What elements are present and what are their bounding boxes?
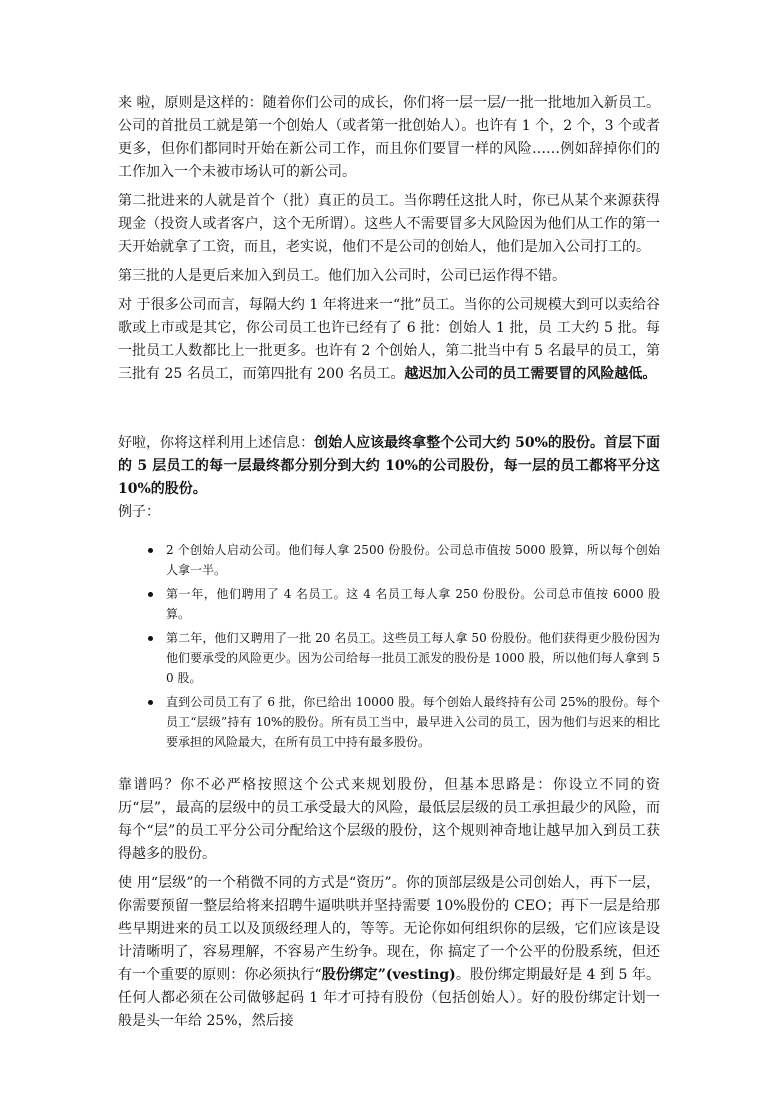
paragraph-risk-emphasis: 越迟加入公司的员工需要冒的风险越低。 <box>404 366 657 382</box>
paragraph-founders: 来 啦，原则是这样的：随着你们公司的成长，你们将一层一层/一批一批地加入新员工。公司的首批员工就是第一个创始人（或者第一批创始人）。也许有 1 个，2 个，3 个或者更多，但你们都同时开始在新公司工作，而且你们要冒一样的风险……例如辞掉你们的工作加入一个未被市场认可的新公司。 <box>118 95 660 180</box>
bullet-dot <box>148 548 153 553</box>
list-item-text: 2 个创始人启动公司。他们每人拿 2500 份股份。公司总市值按 5000 股算，所以每个创始人拿一半。 <box>166 543 660 577</box>
bullet-dot <box>148 636 153 641</box>
paragraph-equity-intro: 好啦，你将这样利用上述信息： <box>118 435 315 451</box>
list-item-text: 第二年，他们又聘用了一批 20 名员工。这些员工每人拿 50 份股份。他们获得更少股份因为他们要承受的风险更少。因为公司给每一批员工派发的股份是 1000 股，所以他们每人拿到 50 股。 <box>166 631 660 685</box>
list-item <box>148 628 660 688</box>
paragraph-equity-founders: 创始人应该最终拿整个公司大约 50%的股份。 <box>314 435 604 451</box>
example-label: 例子： <box>118 504 160 520</box>
list-item <box>148 540 660 580</box>
bullet-dot <box>148 700 153 705</box>
paragraph-second-batch: 第二批进来的人就是首个（批）真正的员工。当你聘任这批人时，你已从某个来源获得现金（投资人或者客户，这个无所谓）。这些人不需要冒多大风险因为他们从工作的第一天开始就拿了工资，而且，老实说，他们不是公司的创始人，他们是加入公司打工的。 <box>118 193 660 255</box>
paragraph-vesting-text: 使 用“层级”的一个稍微不同的方式是“资历”。你的顶部层级是公司创始人，再下一层，你需要预留一整层给将来招聘牛逼哄哄并坚持需要 10%股份的 CEO；再下一层是给那些早期进来的员工以及顶级经理人的，等等。无论你如何组织你的层级，它们应该是设计清晰明了，容易理解，不容易产生纷争。现在，你 搞定了一个公平的份股系统，但还有一个重要的原则：你必须执行“ <box>118 875 660 983</box>
bullet-dot <box>148 592 153 597</box>
paragraph-vesting-term: 股份绑定”(vesting) <box>321 967 456 983</box>
list-item <box>148 584 660 624</box>
document-page <box>118 92 660 1039</box>
example-list <box>118 540 660 752</box>
paragraph-seniority-layers: 靠谱吗？你不必严格按照这个公式来规划股份，但基本思路是：你设立不同的资历“层”，最高的层级中的员工承受最大的风险，最低层层级的员工承担最少的风险，而每个“层”的员工平分公司分配给这个层级的股份，这个规则神奇地让越早加入到员工获得越多的股份。 <box>118 777 660 862</box>
paragraph-third-batch: 第三批的人是更后来加入到员工。他们加入公司时，公司已运作得不错。 <box>118 268 566 284</box>
paragraph-equity-layers: 首层下面的 5 层员工的每一层最终都分别分到大约 10%的公司股份，每一层的员工都将平分这 10%的股份。 <box>118 435 660 497</box>
paragraph-vesting-tail: 。股份绑定期最好是 4 到 5 年。任何人都必须在公司做够起码 1 年才可持有股份（包括创始人）。好的股份绑定计划一般是头一年给 25%，然后接 <box>118 967 660 1029</box>
list-item <box>148 692 660 752</box>
list-item-text: 第一年，他们聘用了 4 名员工。这 4 名员工每人拿 250 份股份。公司总市值按 6000 股算。 <box>166 587 660 621</box>
paragraph-vesting <box>118 872 660 1033</box>
list-item-text: 直到公司员工有了 6 批，你已给出 10000 股。每个创始人最终持有公司 25%的股份。每个员工“层级”持有 10%的股份。所有员工当中，最早进入公司的员工，因为他们与迟来的相比要承担的风险最大，在所有员工中持有最多股份。 <box>166 695 660 749</box>
paragraph-batches-text: 对 于很多公司而言，每隔大约 1 年将进来一“批”员工。当你的公司规模大到可以卖给谷歌或上市或是其它，你公司员工也许已经有了 6 批：创始人 1 批，员 工大约 5 批。每一批员工人数都比上一批更多。也许有 2 个创始人，第二批当中有 5 名最早的员工，第三批有 25 名员工，而第四批有 200 名员工。 <box>118 297 660 382</box>
paragraph-batches-per-year <box>118 294 660 386</box>
paragraph-equity-rule <box>118 432 660 501</box>
